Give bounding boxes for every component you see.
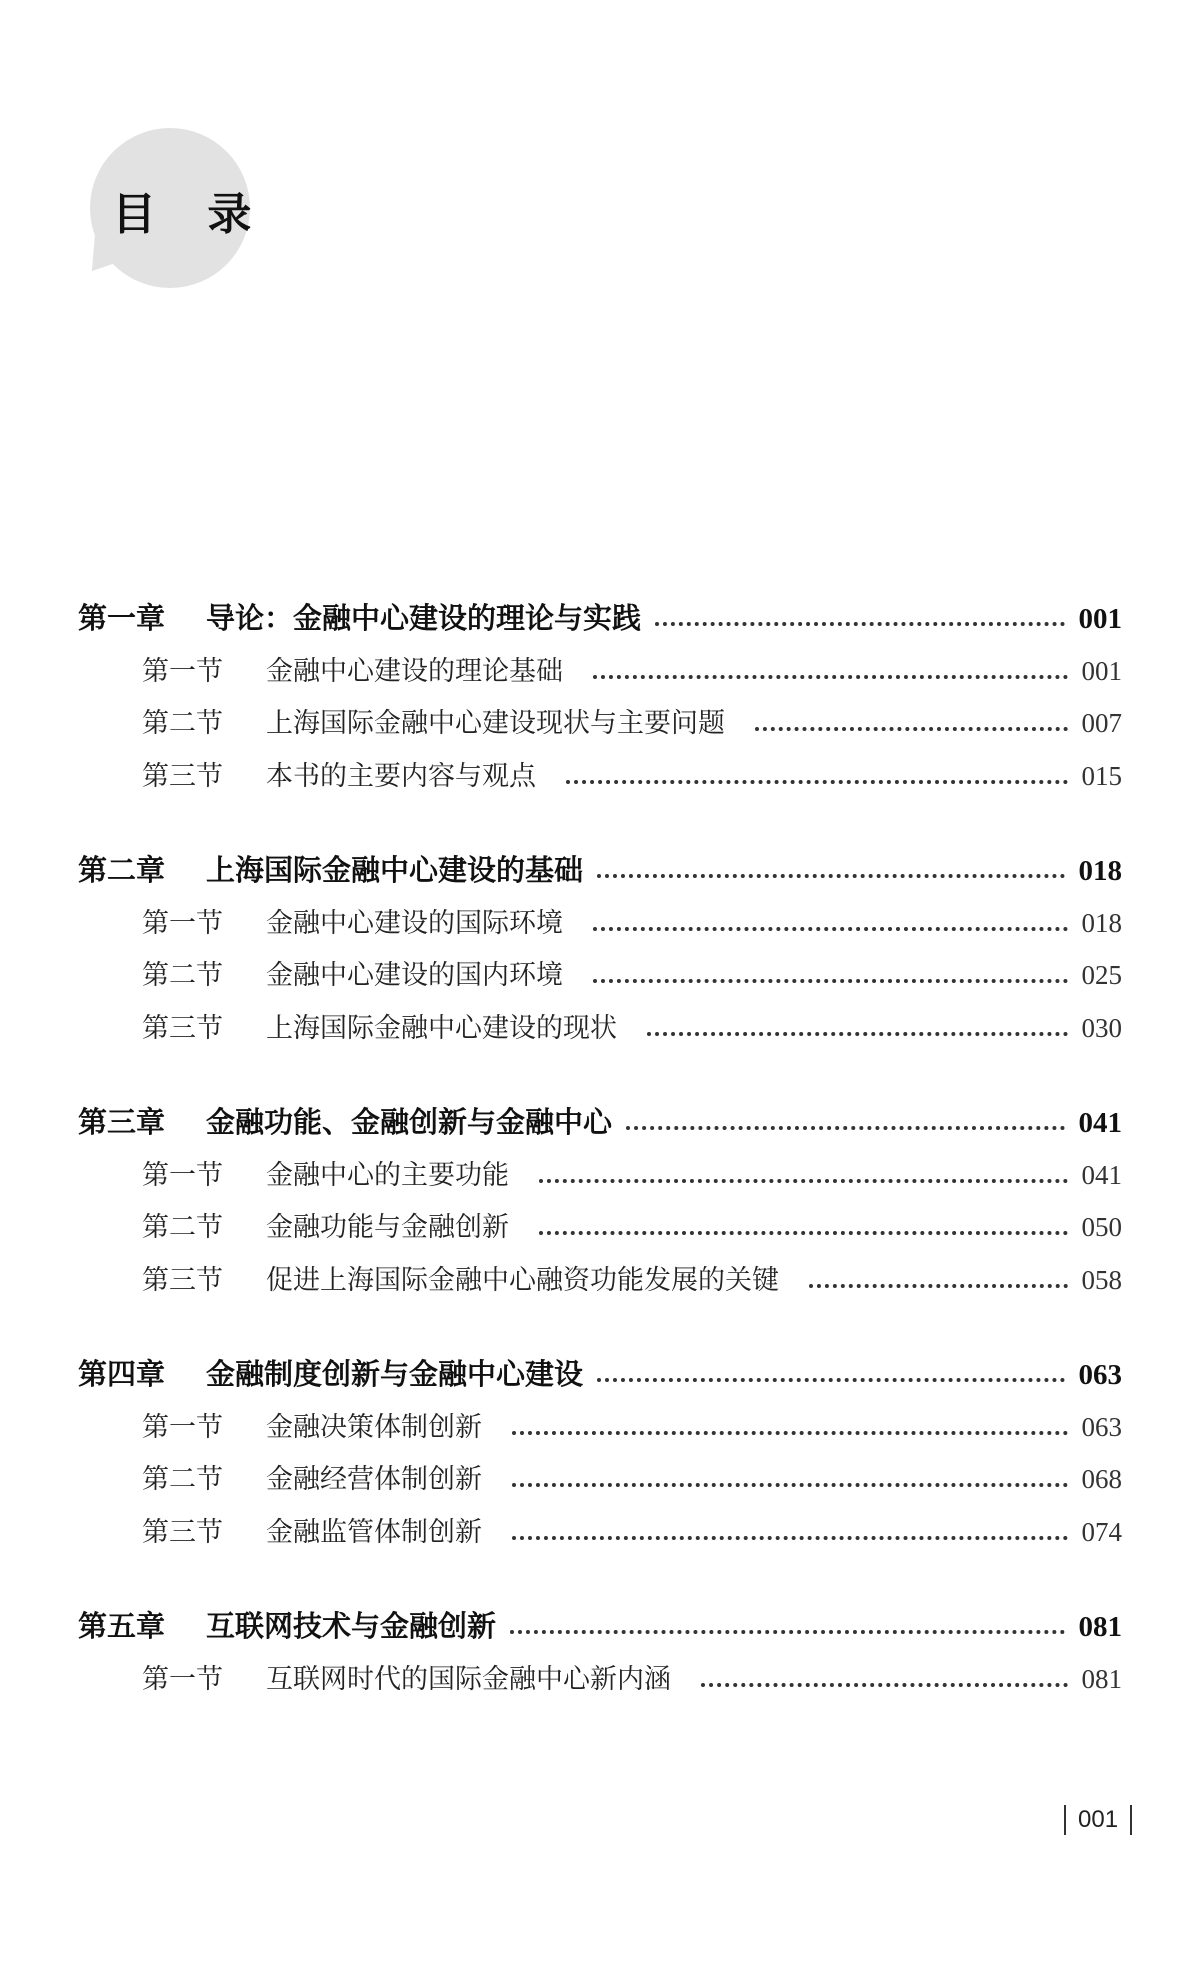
section-page-number: 050 [1081, 1212, 1122, 1242]
section-page-number: 041 [1081, 1159, 1122, 1190]
chapter-title: 金融功能、金融创新与金融中心 [206, 1105, 613, 1139]
section-title: 互联网时代的国际金融中心新内涵 [266, 1663, 671, 1695]
section-row[interactable] [78, 1002, 1122, 1055]
chapter-page-number: 041 [1078, 1107, 1122, 1139]
dot-leader [512, 1483, 1068, 1487]
section-label: 第三节 [142, 760, 223, 792]
dot-leader [597, 874, 1064, 878]
section-page-number: 025 [1081, 960, 1122, 990]
dot-leader [647, 1032, 1068, 1036]
section-page-number: 081 [1081, 1663, 1122, 1694]
chapter-row[interactable] [78, 1600, 1122, 1653]
section-row[interactable] [78, 897, 1122, 950]
chapter-row[interactable] [78, 1348, 1122, 1401]
section-row[interactable] [78, 1201, 1122, 1254]
dot-leader [566, 780, 1068, 784]
chapter-label: 第五章 [78, 1609, 166, 1643]
section-title: 金融中心建设的国际环境 [266, 907, 563, 939]
chapter-title: 导论：金融中心建设的理论与实践 [206, 601, 642, 635]
dot-leader [539, 1179, 1068, 1183]
toc-chapter-3 [78, 1096, 1122, 1306]
section-page-number: 018 [1081, 907, 1122, 938]
toc-chapter-5 [78, 1600, 1122, 1705]
dot-leader [655, 622, 1064, 626]
chapter-page-number: 018 [1078, 855, 1122, 887]
section-label: 第一节 [142, 1159, 223, 1191]
section-title: 金融监管体制创新 [266, 1516, 482, 1548]
section-row[interactable] [78, 1653, 1122, 1706]
dot-leader [512, 1431, 1068, 1435]
section-title: 促进上海国际金融中心融资功能发展的关键 [266, 1264, 779, 1296]
section-label: 第三节 [142, 1264, 223, 1296]
section-title: 金融中心建设的国内环境 [266, 960, 563, 991]
table-of-contents [78, 592, 1122, 1747]
section-row[interactable] [78, 1506, 1122, 1559]
dot-leader [809, 1284, 1068, 1288]
section-page-number: 001 [1081, 655, 1122, 686]
section-row[interactable] [78, 645, 1122, 698]
section-title: 金融经营体制创新 [266, 1464, 482, 1495]
dot-leader [539, 1231, 1068, 1235]
chapter-page-number: 081 [1078, 1611, 1122, 1643]
section-page-number: 058 [1081, 1264, 1122, 1295]
page-number-left-bar [1064, 1805, 1066, 1835]
chapter-label: 第三章 [78, 1105, 166, 1139]
page-title: 目 录 [112, 189, 270, 240]
section-title: 上海国际金融中心建设现状与主要问题 [266, 708, 725, 739]
chapter-label: 第二章 [78, 853, 166, 887]
section-title: 金融功能与金融创新 [266, 1212, 509, 1243]
chapter-page-number: 063 [1078, 1359, 1122, 1391]
section-row[interactable] [78, 1453, 1122, 1506]
toc-chapter-4 [78, 1348, 1122, 1558]
section-title: 金融中心建设的理论基础 [266, 655, 563, 687]
chapter-page-number: 001 [1078, 603, 1122, 635]
dot-leader [755, 727, 1068, 731]
section-title: 上海国际金融中心建设的现状 [266, 1012, 617, 1044]
section-row[interactable] [78, 697, 1122, 750]
dot-leader [510, 1630, 1064, 1634]
dot-leader [701, 1683, 1068, 1687]
section-label: 第二节 [142, 1464, 223, 1495]
toc-chapter-2 [78, 844, 1122, 1054]
section-label: 第一节 [142, 1663, 223, 1695]
section-title: 本书的主要内容与观点 [266, 760, 536, 792]
dot-leader [593, 979, 1068, 983]
chapter-label: 第一章 [78, 601, 166, 635]
section-page-number: 007 [1081, 708, 1122, 738]
chapter-row[interactable] [78, 592, 1122, 645]
dot-leader [626, 1126, 1064, 1130]
chapter-row[interactable] [78, 844, 1122, 897]
chapter-label: 第四章 [78, 1357, 166, 1391]
page-number-footer [1052, 1800, 1144, 1840]
dot-leader [597, 1378, 1064, 1382]
dot-leader [593, 927, 1068, 931]
section-page-number: 015 [1081, 760, 1122, 791]
dot-leader [593, 675, 1068, 679]
page-number: 001 [1078, 1806, 1119, 1833]
section-label: 第二节 [142, 960, 223, 991]
chapter-title: 互联网技术与金融创新 [206, 1609, 497, 1643]
section-row[interactable] [78, 949, 1122, 1002]
section-label: 第一节 [142, 907, 223, 939]
section-page-number: 063 [1081, 1411, 1122, 1442]
dot-leader [512, 1536, 1068, 1540]
section-label: 第一节 [142, 655, 223, 687]
chapter-row[interactable] [78, 1096, 1122, 1149]
section-title: 金融决策体制创新 [266, 1411, 482, 1443]
section-row[interactable] [78, 1254, 1122, 1307]
section-page-number: 030 [1081, 1012, 1122, 1043]
section-row[interactable] [78, 750, 1122, 803]
section-label: 第三节 [142, 1516, 223, 1548]
section-label: 第二节 [142, 1212, 223, 1243]
section-row[interactable] [78, 1401, 1122, 1454]
chapter-title: 上海国际金融中心建设的基础 [206, 853, 584, 887]
section-title: 金融中心的主要功能 [266, 1159, 509, 1191]
toc-chapter-1 [78, 592, 1122, 802]
section-label: 第一节 [142, 1411, 223, 1443]
section-row[interactable] [78, 1149, 1122, 1202]
section-label: 第三节 [142, 1012, 223, 1044]
page-number-right-bar [1130, 1805, 1132, 1835]
chapter-title: 金融制度创新与金融中心建设 [206, 1357, 584, 1391]
section-page-number: 074 [1081, 1516, 1122, 1547]
section-page-number: 068 [1081, 1464, 1122, 1494]
section-label: 第二节 [142, 708, 223, 739]
